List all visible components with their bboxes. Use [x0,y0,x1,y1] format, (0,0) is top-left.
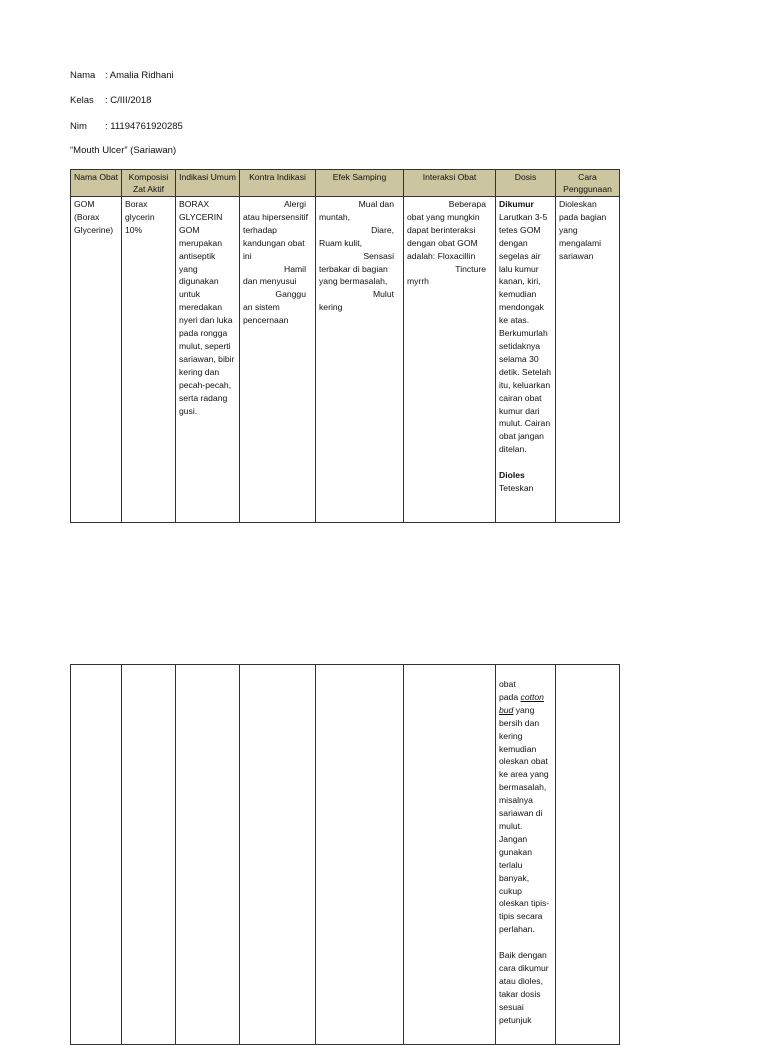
col-header-cara-penggunaan: Cara Penggunaan [556,170,620,197]
spacer [499,936,552,949]
class-value: : C/III/2018 [105,95,152,106]
col-header-dosis: Dosis [496,170,556,197]
cell-interaksi-obat [404,197,496,523]
dosis-continued-text [499,691,552,936]
efek-line: Sensasi [363,250,394,261]
table-row [71,197,620,523]
dosis-continued-word: pada [499,691,519,702]
efek-line: Mulut [372,289,394,300]
cell-empty [404,665,496,1045]
dosis-note: Baik dengan cara dikumur atau dioles, takar dosis sesuai petunjuk [499,950,549,1025]
nim-row [70,121,183,133]
class-label: Kelas [70,95,94,106]
efek-line: muntah, [319,211,351,222]
kontra-line: Ganggu [275,289,306,300]
col-header-indikasi: Indikasi Umum [176,170,240,197]
cell-empty [176,665,240,1045]
col-header-efek-samping: Efek Samping [316,170,404,197]
cell-empty [122,665,176,1045]
efek-line: terbakar di bagian yang bermasalah, [319,263,388,287]
interaksi-line: Tincture [455,263,486,274]
cell-efek-samping [316,197,404,523]
dosis-text-dioles: Teteskan [499,483,534,494]
kontra-line: an sistem pencernaan [243,302,289,326]
interaksi-line: myrrh [407,276,429,287]
medication-table [70,169,620,523]
cell-nama-obat: GOM (Borax Glycerine) [71,197,122,523]
cell-dosis [496,197,556,523]
cell-empty [240,665,316,1045]
nim-value: : 11194761920285 [105,121,183,132]
table-row [71,665,620,1045]
kontra-line: Hamil [284,263,306,274]
name-row [70,70,174,82]
col-header-interaksi-obat: Interaksi Obat [404,170,496,197]
name-label: Nama [70,70,96,81]
efek-line: Diare, [371,224,394,235]
col-header-nama-obat: Nama Obat [71,170,122,197]
dosis-text-dikumur: Larutkan 3-5 tetes GOM dengan segelas air lalu kumur kanan, kiri, kemudian mendongak ke atas. Berkumurlah setidaknya selama 30 detik. Setelah itu, keluarkan cairan obat kumur dari mulut. Cairan obat jangan ditelan. [499,211,552,455]
dosis-continued-line: obat [499,679,516,689]
cell-empty [316,665,404,1045]
spacer [499,456,552,469]
col-header-komposisi: Komposisi Zat Aktif [122,170,176,197]
dosis-continued-rest: yang bersih dan kering kemudian oleskan obat ke area yang bermasalah, misalnya sariawan di mulut. Jangan gunakan terlalu banyak, cukup oleskan tipis-tipis secara perlahan. [499,704,550,935]
interaksi-line: Beberapa [448,199,486,209]
kontra-line: Alergi [284,199,306,209]
cotton-bud-term: cotton bud [499,691,544,715]
dosis-title-dikumur: Dikumur [499,199,534,209]
kontra-line: atau hipersensitif terhadap kandungan obat ini [243,211,308,261]
cell-kontra-indikasi [240,197,316,523]
topic-title: “Mouth Ulcer” (Sariawan) [70,145,177,156]
cell-dosis-continued [496,665,556,1045]
cell-indikasi: BORAX GLYCERIN GOM merupakan antiseptik yang digunakan untuk meredakan nyeri dan luka pada rongga mulut, seperti sariawan, bibir kering dan pecah-pecah, serta radang gusi. [176,197,240,523]
name-value: : Amalia Ridhani [105,70,174,81]
cell-komposisi: Borax glycerin 10% [122,197,176,523]
col-header-kontra-indikasi: Kontra Indikasi [240,170,316,197]
cell-cara-penggunaan: Dioleskan pada bagian yang mengalami sariawan [556,197,620,523]
nim-label: Nim [70,121,87,132]
efek-line: Ruam kulit, [319,237,362,248]
cell-empty [71,665,122,1045]
efek-line: Mual dan [358,199,394,209]
interaksi-line: obat yang mungkin dapat berinteraksi dengan obat GOM adalah: Floxacillin [407,211,480,261]
table-header-row [71,170,620,197]
kontra-line: dan menyusui [243,276,297,287]
medication-table-continued [70,664,620,1045]
efek-line: kering [319,302,343,313]
cell-empty [556,665,620,1045]
dosis-title-dioles: Dioles [499,470,525,481]
class-row [70,95,151,107]
